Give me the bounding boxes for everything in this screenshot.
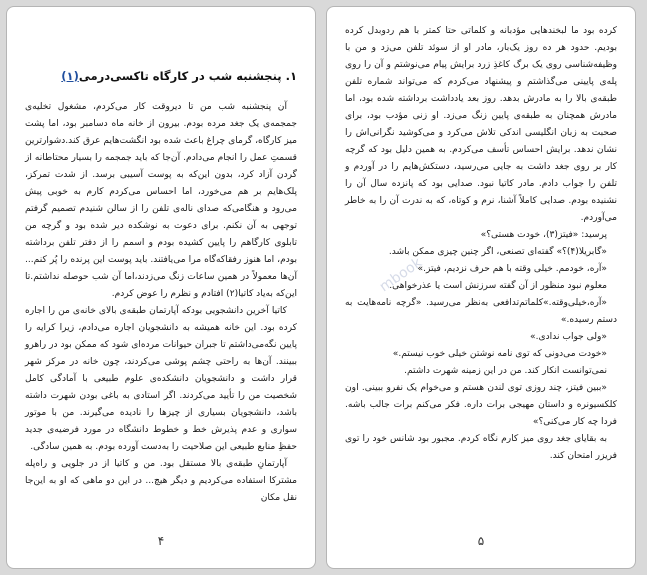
dialogue-line: نمی‌توانست انکار کند. من در این زمینه شهرت داشتم. [404,366,607,376]
chapter-title [25,69,297,83]
paragraph: آن پنجشنبه شب من تا دیروقت کار می‌کردم، مشغول تخلیه‌ی جمجمه‌ی یک جغد مرده بودم. بیرون از خانه ماه دسامبر بود، اما پشت میز کارگاه، گرمای چراغ باعث شده بود انگشت‌هایم عرق کند.دشوارترین قسمتِ عمل را انجام می‌دادم. آن‌جا که باید جمجمه را بسیار محتاطانه از گردن آزاد کرد، بدون این‌که به پوست آسیبی برسد. از شدت تمرکز، پلک‌هایم بر هم می‌خورد، اما احساس می‌کردم کارم به خوبی پیش می‌رود و هنگامی‌که صدای ناله‌ی تلفن را از سالن شنیدم تصمیم گرفتم توجهی به آن نکنم. برای دعوت به نوشکده دیر شده بود و گرچه من تابلوی کارگاهم را پایین کشیده بودم و اسمم را از دفتر تلفن برداشته بودم، اما هنوز رفقاکه‌گاه مرا می‌یافتند. باید پوست این پرنده را پُر کنم... آن‌ها معمولاً در همین ساعات زنگ می‌زدند،اما آن شب حوصله نداشتم.تا این‌که به‌یاد کاتیا(۲) افتادم و نظرم را عوض کردم. [25,102,297,299]
page-number: ۵ [477,534,485,548]
paragraph: کاتیا آخرین دانشجویی بودکه آپارتمان طبقه‌ی بالای خانه‌ی من را اجاره کرده بود. این خانه همیشه به دانشجویان اجاره می‌دادم، زیرا کرایه را پایین نگه‌می‌داشتم تا جبران حیوانات مرده‌ای شود که ممکن بود در راهرو ببینند. آن‌ها به راحتی چشم پوشی می‌کردند، چون خانه در مرکز شهر قرار داشت و دانشجویان دانشکده‌ی علوم طبیعی با آمادگی کامل شخصیت من را تأیید می‌کردند. اگر استادی به باغی بودن شهرت داشته باشد، دانشجویان بسیاری از چیزها را نادیده می‌گیرند. من با موتور سواری و عدم پذیرش خط و خطوط دانشگاه در مورد فرضیه‌ی جدید حفظِ منابع طبیعی این صلاحیت را به‌دست آورده بودم. به همین سادگی. [25,306,297,452]
chapter-footnote-link[interactable]: (۱) [61,69,79,83]
chapter-title-text: ۱. پنجشنبه شب در کارگاه تاکسی‌درمی [78,69,297,83]
right-page-body [345,23,617,465]
dialogue-line: «ببین فیتز، چند روزی توی لندن هستم و می‌خوام یک نفرو ببینی. اون کلکسیونره و داستان مهیجی برات داره. فکر می‌کنم برات جالب باشه. فردا چه کار می‌کنی؟» [345,383,617,427]
dialogue-line: «گابریلا(۴)؟» گفته‌ای تصنعی، اگر چنین چیزی ممکن باشد. [388,247,607,257]
dialogue-line: «آره، خودمم. خیلی وقته با هم حرف نزدیم، فیتز.» [417,264,607,274]
page-number: ۴ [157,534,165,548]
paragraph: کرده بود ما لبخندهایی مؤدبانه و کلماتی حتا کمتر با هم ردوبدل کرده بودیم. حدود هر ده روز یک‌بار، مادر او از سوئد تلفن می‌زد و من با وظیفه‌شناسی روی یک برگ کاغذِ زرد برایش پیام می‌نوشتم و آن را روی پله‌ی پایینی می‌گذاشتم و پیشنهاد می‌کردم که می‌تواند شماره تلفن طبقه‌ی بالا را به مادرش بدهد. روز بعد یادداشت برداشته شده بود، اما مادرش همچنان به طبقه‌ی پایین زنگ می‌زد. او زنی مؤدب بود، برای صحبت به زبان انگلیسی اندکی تلاش می‌کرد و می‌کوشید نگرانی‌اش را نشان ندهد. برایش احساس تأسف می‌کردم. به همین دلیل بود که گرچه کار بر روی جغد داشت به جایی می‌رسید، دستکش‌هایم را در آوردم و تلفن را جواب دادم. مادر کاتیا نبود. صدایی بود که پانزده سال آن را نشنیده بودم. صدایی کاملاً آشنا، نرم و کوتاه، که به ندرت آن را به خاطر می‌آوردم. [345,26,617,223]
dialogue-line: «ولی جواب ندادی.» [530,332,607,342]
left-page-body [25,99,297,507]
left-page [6,6,316,569]
dialogue-line: «آره،خیلی‌وقته.»کلماتم‌تدافعی به‌نظر می‌رسید. «گرچه نامه‌هایت به دستم رسیده.» [345,298,617,325]
dialogue-line: پرسید: «فیتز(۳)، خودت هستی؟» [480,230,607,240]
watermark: mbook [376,254,426,296]
right-page [326,6,636,569]
dialogue-line: «خودت می‌دونی که توی نامه نوشتن خیلی خوب نیستم.» [392,349,607,359]
dialogue-line: معلوم نبود منظور از آن گفته سرزنش است یا عذرخواهی. [389,281,607,291]
paragraph: آپارتمانِ طبقه‌ی بالا مستقل بود. من و کاتیا از در جلویی و راه‌پله مشترکا استفاده می‌کردیم و دیگر هیچ... در این دو ماهی که او به این‌جا نقل مکان [25,459,297,503]
dialogue-line: به بقایای جغد روی میز کارم نگاه کردم. مجبور بود شانس خود را توی فریزر امتحان کند. [345,434,617,461]
